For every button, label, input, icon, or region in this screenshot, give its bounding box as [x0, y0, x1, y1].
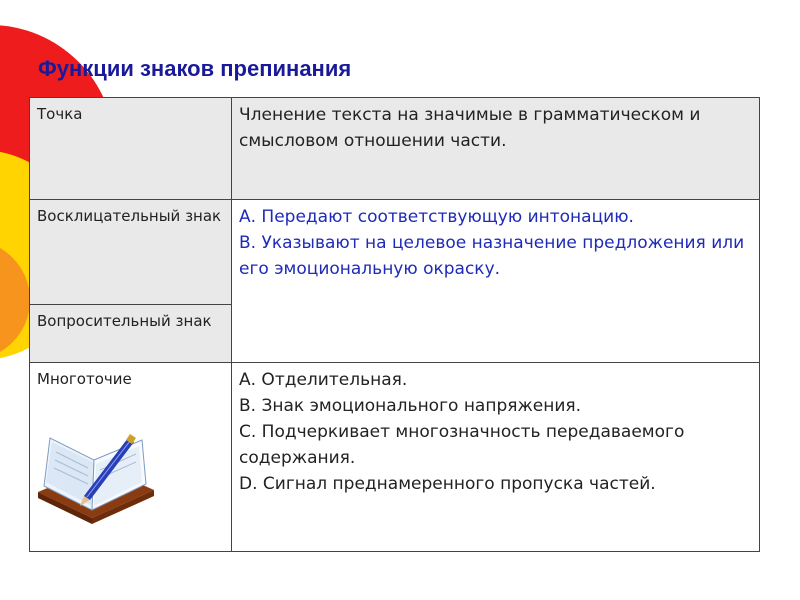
function-item: С. Подчеркивает многозначность передаваемого содержания.: [239, 422, 685, 468]
function-cell-period: Членение текста на значимые в грамматическом и смысловом отношении части.: [232, 98, 760, 200]
sign-cell-ellipsis: Многоточие: [30, 363, 232, 552]
function-cell-ellipsis: [232, 363, 760, 552]
function-cell-exclamation-question: [232, 200, 760, 363]
sign-cell-exclamation: Восклицательный знак: [30, 200, 232, 305]
table-row: [30, 98, 760, 200]
table-row: [30, 200, 760, 305]
function-item: В. Указывают на целевое назначение предложения или его эмоциональную окраску.: [239, 233, 745, 279]
open-book-with-pen-icon: [30, 420, 160, 530]
function-item: D. Сигнал преднамеренного пропуска частей.: [239, 474, 656, 494]
function-item: А. Передают соответствующую интонацию.: [239, 207, 634, 227]
sign-cell-period: Точка: [30, 98, 232, 200]
function-item: В. Знак эмоционального напряжения.: [239, 396, 582, 416]
function-item: А. Отделительная.: [239, 370, 408, 390]
sign-cell-question: Вопросительный знак: [30, 305, 232, 363]
page-title: Функции знаков препинания: [38, 56, 352, 81]
